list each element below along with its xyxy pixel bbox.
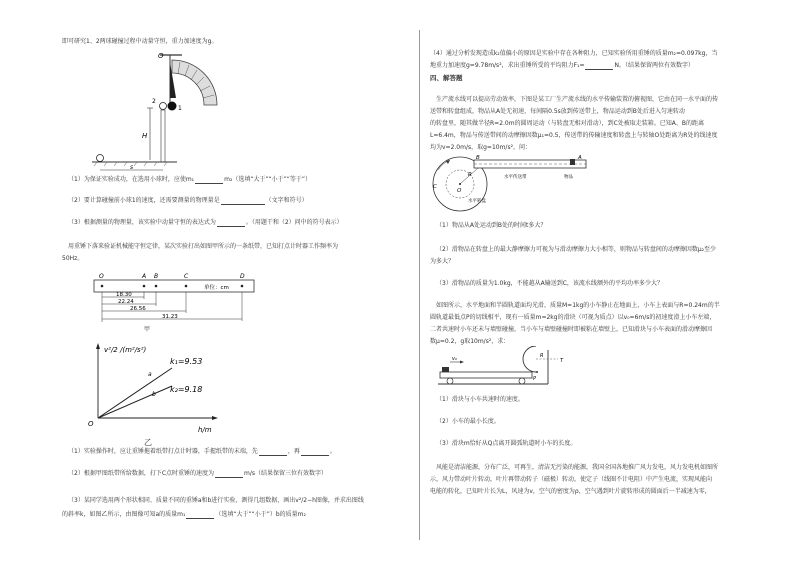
problem-4-line-2: 圆轨道最低点P的切线相平，现有一质量m=2kg的滑块（可视为质点）以v₀=6m/s的初速度滑上小车左端， [430, 314, 716, 321]
line-a [98, 368, 172, 418]
question-3: （3）根据测量的物理量，该实验中动量守恒的表达式为 。（用题干和（2）问中的符号表示） [68, 219, 343, 226]
tape-point-b: B [154, 273, 159, 280]
pendulum-apparatus-figure [92, 50, 227, 175]
tape-unit: 单位：cm [204, 285, 229, 291]
slider-block [442, 367, 449, 372]
graph-y-label: v²/2 /(m²/s²) [104, 346, 147, 354]
dim-oc: 26.56 [130, 306, 146, 312]
label-h: H [142, 132, 148, 140]
problem-2-line-1: 用重锤下落来验证机械能守恒定律，某次实验打出如图甲所示的一条纸带，已知打点计时器工作频率为 [68, 243, 339, 250]
question-9-line-1: （2）滑物品在转盘上的最大静摩擦力可视为与滑动摩擦力大小相等，则物品与转盘间的动摩擦因数μ₂至少 [436, 246, 717, 253]
paper-tape [94, 280, 254, 292]
answer-blank-7[interactable] [186, 512, 214, 519]
answer-blank-8[interactable] [585, 63, 613, 70]
cart-semicircle-figure [436, 346, 586, 392]
question-7-line-1: （4）通过分析发现造成k₂值偏小的原因是实验中存在各种阻力，已知实验所用重锤的质量m₂=0.097kg，当 [430, 50, 718, 57]
dim-od: 31.23 [162, 314, 178, 320]
problem-5-line-3: 电能的转化，已知叶片长为L，风速为v，空气的密度为ρ，空气遇到叶片旋转形成的圆面后一半减速为零， [430, 488, 711, 495]
line-b-label: b [152, 391, 156, 398]
line-b [98, 386, 172, 418]
question-5: （2）根据甲图纸带所给数据，打下C点时重锤的速度为 m/s（结果保留三位有效数字） [68, 470, 328, 477]
problem-3-line-5: 均为v=2.0m/s，取g=10m/s²，问： [430, 144, 531, 151]
slope-k1: k₁=9.53 [170, 357, 203, 366]
tape-point-d: D [240, 273, 245, 280]
v2-h-graph [86, 340, 226, 440]
answer-blank-5[interactable] [301, 449, 329, 456]
answer-blank-3[interactable] [217, 220, 245, 227]
label-r: R [468, 172, 472, 178]
conveyor-turntable-figure [430, 152, 590, 214]
answer-blank-4[interactable] [259, 449, 287, 456]
label-r-track: R [540, 353, 544, 359]
answer-blank-2[interactable] [221, 198, 265, 205]
question-11: （1）滑块与小车共速时的速度。 [436, 396, 524, 403]
problem-4-line-1: 如图所示，水平地面和半圆轨道面均光滑，质量M=1kg的小车静止在地面上，小车上表面与R=0.24m的半 [436, 302, 720, 309]
label-v0: v₀ [452, 356, 457, 362]
label-item: 物品 [564, 175, 573, 180]
question-1: （1）为保证实验成功，在选用小球时，应使m₁ m₂（选填“大于”“小于”“等于”） [68, 176, 311, 183]
question-4: （1）实验操作时，应让重锤拖着纸带打点计时器，手握纸带的末端，先 ，再 。 [68, 448, 336, 455]
question-12: （2）小车的最小长度。 [436, 418, 500, 425]
semicircle-track [523, 346, 536, 372]
line-a-label: a [148, 371, 152, 378]
label-s: s [130, 164, 134, 171]
paper-tape-figure [92, 272, 262, 324]
dim-ob: 22.24 [118, 299, 134, 305]
landed-ball [97, 155, 104, 162]
section-heading-4: 四、解答题 [430, 74, 463, 82]
problem-3-line-2: 送带和转盘组成，物品从A处无初速，每间隔0.5s放到传送带上，物品运动到B处后进入匀速转动 [430, 108, 685, 115]
problem-5-line-1: 风能是清洁能源，分布广泛，可再生，清洁无污染的能源，我国全国各地推广风力发电，风力发电机如图所 [436, 464, 719, 471]
answer-blank-6[interactable] [215, 471, 243, 478]
label-p: P [533, 376, 537, 382]
ball-1 [168, 102, 177, 111]
label-o-center: O [457, 188, 462, 194]
label-belt: 水平传送带 [504, 175, 527, 180]
label-ball2: 2 [152, 98, 156, 105]
problem-3-line-4: L=6.4m，物品与传送带间的动摩擦因数μ₁=0.5，传送带的传输速度和转盘上与转轴O处距离为R处的线速度 [430, 132, 718, 139]
tape-caption: 甲 [144, 326, 151, 333]
question-7-line-2: 地重力加速度g=9.78m/s²，求出重锤所受的平均阻力F₁= N。（结果保留两位有效数字） [430, 62, 694, 69]
label-ball1: 1 [178, 105, 182, 112]
dim-oa: 18.30 [116, 292, 132, 298]
question-13: （3）滑块m恰好从Q点离开圆弧轨道时小车的长度。 [436, 440, 577, 447]
problem-2-line-2: 50Hz。 [62, 255, 84, 262]
tape-point-o: O [99, 273, 104, 280]
tape-point-a: A [142, 273, 147, 280]
problem-5-line-2: 示，风力带动叶片转动，叶片再带动转子（磁极）转动，使定子（线圈不计电阻）中产生电流，实现风能向 [430, 476, 713, 483]
label-b: B [476, 155, 480, 161]
cart [440, 372, 532, 378]
question-10: （3）滑物品的质量为1.0kg，不能越从A输送到C，该流水线额外的平均功率多少大？ [436, 280, 663, 287]
intro-line: 即可研究1、2两球碰撞过程中动量守恒，重力加速度为g。 [62, 38, 218, 45]
ball-2 [160, 103, 167, 110]
graph-x-label: h/m [198, 426, 212, 434]
label-disk: 水平转盘 [468, 199, 486, 204]
label-c: C [433, 184, 437, 190]
problem-4-line-4: 数μ=0.2，g取10m/s²，求： [430, 338, 510, 345]
protractor-scale [172, 60, 217, 105]
question-2: （2）要计算碰撞前小球1的速度，还需要测量的物理量是 （文字和符号） [68, 197, 308, 204]
column-divider [419, 30, 420, 540]
question-6-line-2: 的斜率k，如图乙所示，由图像可知a的质量m₁ （选填“大于”“小于”）b的质量m₂ [62, 511, 306, 518]
question-9-line-2: 为多大？ [430, 258, 455, 265]
problem-3-line-3: 的转盘里，随其做半径R=2.0m的圆周运动（与转盘无相对滑动），到C处被取走装箱。已知A、B的距离 [430, 120, 704, 127]
label-o: O [158, 52, 164, 60]
slope-k2: k₂=9.18 [170, 385, 203, 394]
graph-origin: O [88, 420, 94, 428]
label-a: A [578, 155, 582, 161]
stand-post [161, 110, 165, 162]
question-6-line-1: （3）某同学选用两个形状相同、质量不同的重锤a和b进行实验，测得几组数据，画出v²/2−h图像，并求出图线 [68, 497, 364, 504]
problem-3-line-1: 生产流水线可以提高劳动效率，下图是某工厂生产流水线的水平传输装置的俯视图，它由在同一水平面的传 [436, 96, 719, 103]
tape-point-c: C [184, 273, 189, 280]
problem-4-line-3: 二者共速时小车还未与墙壁碰撞，当小车与墙壁碰撞时即被粘在墙壁上，已知滑块与小车表面的滑动摩擦因 [430, 326, 713, 333]
graph-caption: 乙 [144, 438, 152, 447]
label-t: T [560, 358, 564, 364]
answer-blank-1[interactable] [195, 177, 223, 184]
item-box [570, 159, 575, 165]
question-8: （1）物品从A处运动到B处的时间t多大？ [436, 222, 547, 229]
